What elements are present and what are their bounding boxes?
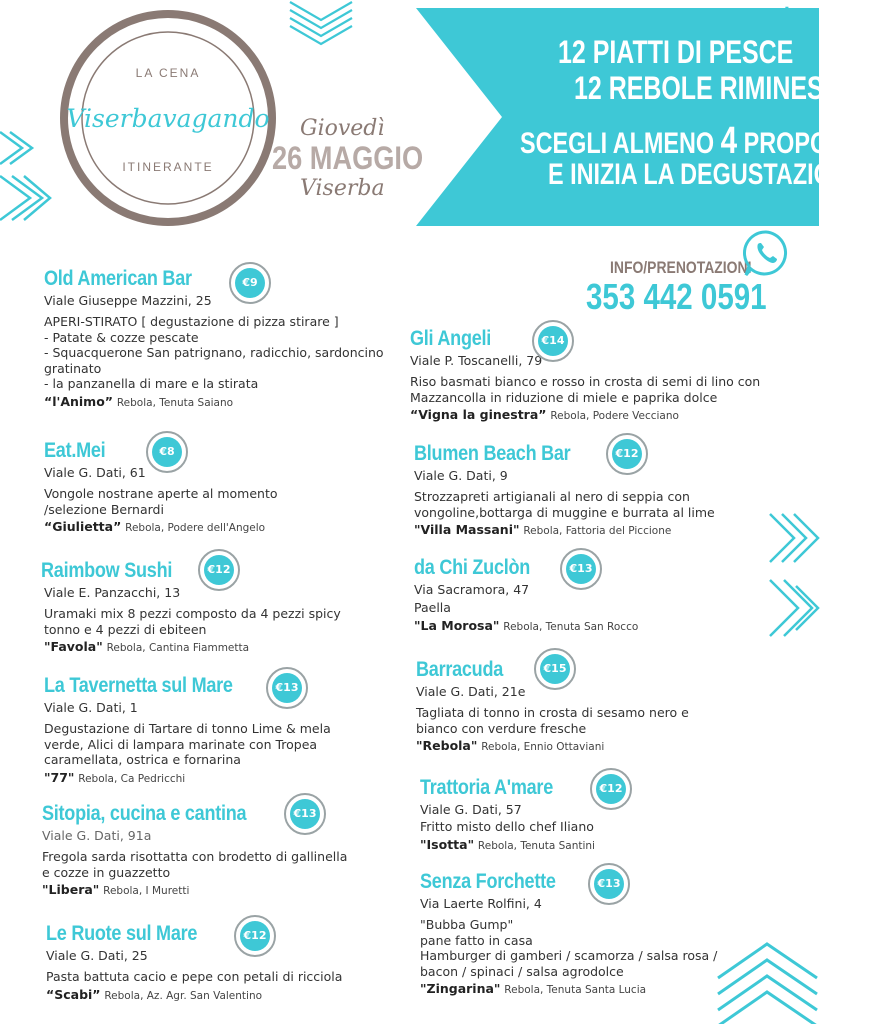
price-value: €9 bbox=[235, 268, 265, 298]
chevron-pattern-top bbox=[288, 0, 354, 52]
dish-line: - Patate & cozze pescate bbox=[44, 329, 199, 345]
restaurant-le-ruote-sul-mare bbox=[46, 922, 406, 1002]
price-value: €14 bbox=[538, 326, 568, 356]
wine-name: “Scabi” bbox=[46, 986, 101, 1002]
wine-name: “Vigna la ginestra” bbox=[410, 407, 547, 422]
wine-name: "La Morosa" bbox=[414, 617, 500, 633]
restaurant-name: Senza Forchette bbox=[420, 870, 556, 893]
restaurant-gli-angeli bbox=[410, 327, 780, 422]
wine-detail: Rebola, Fattoria del Piccione bbox=[523, 525, 672, 537]
restaurant-address: Viale P. Toscanelli, 79 bbox=[410, 353, 543, 368]
dish-line: - Squacquerone San patrignano, radicchio, sardoncino bbox=[44, 345, 384, 360]
dish-line: bianco con verdure fresche bbox=[416, 720, 587, 736]
restaurant-name: Blumen Beach Bar bbox=[414, 442, 571, 465]
restaurant-dish bbox=[410, 374, 780, 405]
wine-name: "77" bbox=[44, 769, 75, 785]
dish-line: Hamburger di gamberi / scamorza / salsa rosa / bbox=[420, 948, 718, 963]
restaurant-address: Viale G. Dati, 91a bbox=[42, 828, 152, 843]
dish-line: tonno e 4 pezzi di ebiteen bbox=[44, 621, 207, 637]
price-badge bbox=[284, 793, 326, 835]
dish-line: Fritto misto dello chef Iliano bbox=[420, 819, 594, 834]
wine-detail: Rebola, I Muretti bbox=[103, 885, 190, 897]
dish-line: Paella bbox=[414, 600, 451, 615]
dish-line: e cozze in guazzetto bbox=[42, 864, 171, 880]
restaurant-dish bbox=[44, 486, 404, 517]
chevron-pattern-left bbox=[0, 128, 52, 243]
dish-line: Tagliata di tonno in crosta di sesamo nero e bbox=[416, 705, 689, 720]
logo-top-text: LA CENA bbox=[135, 66, 201, 80]
wine-pairing bbox=[410, 407, 780, 422]
restaurant-name: Sitopia, cucina e cantina bbox=[42, 802, 247, 825]
wine-pairing bbox=[44, 394, 404, 409]
wine-detail: Rebola, Cantina Fiammetta bbox=[106, 642, 250, 654]
wine-name: "Isotta" bbox=[420, 836, 475, 852]
price-badge bbox=[532, 320, 574, 362]
banner-line-2: 12 REBOLE RIMINESI bbox=[574, 70, 831, 106]
dish-line: verde, Alici di lampara marinate con Tropea bbox=[44, 736, 318, 752]
restaurant-dish bbox=[42, 849, 402, 880]
banner-line-4: E INIZIA LA DEGUSTAZIONE bbox=[548, 158, 865, 191]
price-value: €15 bbox=[540, 654, 570, 684]
restaurant-name: La Tavernetta sul Mare bbox=[44, 674, 233, 697]
dish-line: pane fatto in casa bbox=[420, 932, 533, 948]
price-value: €12 bbox=[240, 921, 270, 951]
price-badge bbox=[606, 433, 648, 475]
restaurant-name: Le Ruote sul Mare bbox=[46, 922, 198, 945]
restaurant-dish bbox=[420, 917, 790, 979]
wine-pairing bbox=[414, 522, 784, 537]
restaurant-address: Viale G. Dati, 25 bbox=[46, 948, 148, 963]
restaurant-dish bbox=[46, 969, 406, 985]
restaurant-dish bbox=[420, 819, 790, 835]
banner-line-3-post: PROPOSTE bbox=[737, 127, 874, 160]
price-value: €13 bbox=[272, 673, 302, 703]
dish-line: caramellata, ostrica e fornarina bbox=[44, 752, 241, 767]
dish-line: Degustazione di Tartare di tonno Lime & mela bbox=[44, 721, 331, 736]
info-label: INFO/PRENOTAZIONI bbox=[610, 258, 752, 277]
price-badge bbox=[588, 863, 630, 905]
banner-line-3-pre: SCEGLI ALMENO bbox=[520, 127, 721, 160]
banner-line-3-number: 4 bbox=[720, 120, 738, 162]
price-badge bbox=[590, 768, 632, 810]
restaurant-name: Old American Bar bbox=[44, 267, 192, 290]
restaurant-eat-mei bbox=[44, 439, 404, 534]
restaurant-barracuda bbox=[416, 658, 786, 753]
wine-name: "Villa Massani" bbox=[414, 522, 520, 537]
dish-line: bacon / spinaci / salsa agrodolce bbox=[420, 963, 624, 979]
restaurant-name: da Chi Zuclòn bbox=[414, 556, 531, 579]
restaurant-dish bbox=[44, 721, 404, 768]
restaurant-address: Viale E. Panzacchi, 13 bbox=[44, 585, 181, 600]
price-value: €12 bbox=[204, 555, 234, 585]
banner-line-3 bbox=[520, 120, 874, 163]
restaurant-address: Viale G. Dati, 21e bbox=[416, 684, 526, 699]
dish-line: - la panzanella di mare e la stirata bbox=[44, 376, 259, 391]
event-day: Giovedì bbox=[300, 116, 385, 141]
event-place: Viserba bbox=[300, 176, 385, 201]
wine-name: “Giulietta” bbox=[44, 519, 122, 534]
dish-line: Vongole nostrane aperte al momento bbox=[44, 486, 278, 501]
wine-name: "Favola" bbox=[44, 639, 103, 654]
restaurant-dish bbox=[44, 606, 401, 637]
wine-pairing bbox=[416, 738, 786, 753]
dish-line: Pasta battuta cacio e pepe con petali di ricciola bbox=[46, 969, 343, 984]
logo-bottom-text: ITINERANTE bbox=[122, 160, 214, 174]
logo-badge bbox=[58, 8, 278, 228]
restaurant-name: Eat.Mei bbox=[44, 439, 106, 462]
restaurant-name: Trattoria A'mare bbox=[420, 776, 553, 799]
restaurant-address: Viale Giuseppe Mazzini, 25 bbox=[44, 293, 212, 308]
wine-detail: Rebola, Az. Agr. San Valentino bbox=[104, 989, 263, 1002]
wine-name: "Libera" bbox=[42, 882, 100, 897]
wine-name: “l'Animo” bbox=[44, 393, 114, 409]
restaurant-dish bbox=[44, 314, 404, 392]
wine-detail: Rebola, Tenuta San Rocco bbox=[503, 620, 639, 633]
restaurant-address: Via Laerte Rolfini, 4 bbox=[420, 896, 542, 911]
price-badge bbox=[234, 915, 276, 957]
dish-line: vongoline,bottarga di muggine e burrata al lime bbox=[414, 504, 715, 520]
whatsapp-icon bbox=[740, 228, 792, 280]
price-value: €13 bbox=[566, 554, 596, 584]
wine-detail: Rebola, Ennio Ottaviani bbox=[481, 741, 605, 753]
restaurant-sitopia bbox=[42, 802, 402, 897]
info-phone[interactable]: 353 442 0591 bbox=[586, 276, 767, 317]
restaurant-address: Via Sacramora, 47 bbox=[414, 582, 530, 597]
wine-name: "Rebola" bbox=[416, 738, 478, 753]
restaurant-dish bbox=[416, 705, 786, 736]
price-value: €8 bbox=[152, 437, 182, 467]
restaurant-address: Viale G. Dati, 61 bbox=[44, 465, 146, 480]
restaurant-la-tavernetta-sul-mare bbox=[44, 674, 404, 785]
restaurant-address: Viale G. Dati, 57 bbox=[420, 802, 522, 817]
wine-detail: Rebola, Tenuta Santa Lucia bbox=[504, 984, 647, 996]
restaurant-name: Raimbow Sushi bbox=[41, 559, 173, 582]
wine-name: "Zingarina" bbox=[420, 981, 501, 996]
dish-line: Uramaki mix 8 pezzi composto da 4 pezzi spicy bbox=[44, 606, 341, 621]
wine-pairing bbox=[46, 987, 406, 1002]
restaurant-dish bbox=[414, 600, 784, 616]
price-badge bbox=[560, 548, 602, 590]
restaurant-blumen-beach-bar bbox=[414, 442, 784, 537]
dish-line: /selezione Bernardi bbox=[44, 501, 164, 517]
banner-plus-icon: + bbox=[776, 0, 798, 30]
wine-detail: Rebola, Podere Vecciano bbox=[550, 410, 679, 422]
restaurant-dish bbox=[414, 489, 784, 520]
wine-pairing bbox=[414, 618, 784, 633]
price-value: €12 bbox=[612, 439, 642, 469]
restaurant-old-american-bar bbox=[44, 267, 404, 409]
event-date: 26 MAGGIO bbox=[272, 140, 424, 176]
logo-name: Viserbavagando bbox=[66, 104, 270, 133]
wine-pairing bbox=[44, 639, 401, 654]
dish-line: gratinato bbox=[44, 360, 102, 376]
dish-line: "Bubba Gump" bbox=[420, 917, 514, 932]
dish-line: Riso basmati bianco e rosso in crosta di semi di lino con bbox=[410, 374, 761, 389]
dish-line: APERI-STIRATO [ degustazione di pizza stirare ] bbox=[44, 314, 339, 329]
price-badge bbox=[198, 549, 240, 591]
dish-line: Strozzapreti artigianali al nero di seppia con bbox=[414, 489, 690, 504]
wine-pairing bbox=[44, 770, 404, 785]
banner-line-1: 12 PIATTI DI PESCE bbox=[558, 34, 794, 70]
wine-pairing bbox=[44, 519, 404, 534]
restaurant-address: Viale G. Dati, 9 bbox=[414, 468, 508, 483]
dish-line: Fregola sarda risottatta con brodetto di gallinella bbox=[42, 849, 348, 864]
price-badge bbox=[266, 667, 308, 709]
wine-detail: Rebola, Podere dell'Angelo bbox=[125, 522, 266, 534]
wine-pairing bbox=[42, 882, 402, 897]
price-badge bbox=[534, 648, 576, 690]
restaurant-name: Barracuda bbox=[416, 658, 504, 681]
price-value: €13 bbox=[594, 869, 624, 899]
restaurant-name: Gli Angeli bbox=[410, 327, 492, 350]
wine-pairing bbox=[420, 837, 790, 852]
wine-detail: Rebola, Tenuta Saiano bbox=[116, 396, 234, 409]
price-value: €13 bbox=[290, 799, 320, 829]
price-badge bbox=[229, 262, 271, 304]
price-badge bbox=[146, 431, 188, 473]
restaurant-address: Viale G. Dati, 1 bbox=[44, 700, 138, 715]
wine-detail: Rebola, Ca Pedricchi bbox=[78, 772, 186, 785]
dish-line: Mazzancolla in riduzione di miele e paprika dolce bbox=[410, 389, 718, 405]
price-value: €12 bbox=[596, 774, 626, 804]
wine-pairing bbox=[420, 981, 790, 996]
wine-detail: Rebola, Tenuta Santini bbox=[477, 839, 595, 852]
